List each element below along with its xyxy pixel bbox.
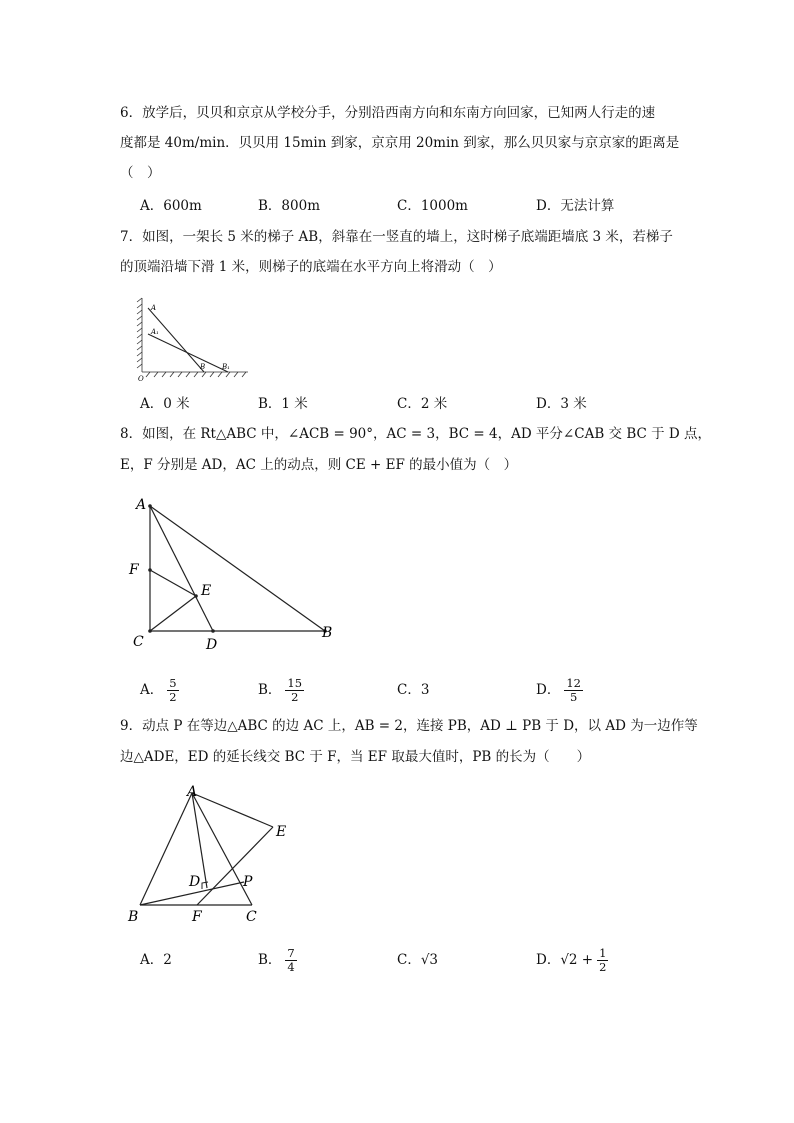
q8-label-c: C xyxy=(133,634,144,650)
q7-label-o: O xyxy=(138,375,144,383)
q6-option-a: A．600m xyxy=(140,198,202,214)
q9-stem-line1: 9．动点 P 在等边△ABC 的边 AC 上，AB = 2，连接 PB，AD ⊥ PB 于 D，以 AD 为一边作等 xyxy=(120,718,698,734)
q9-label-p: P xyxy=(243,874,253,890)
q7-option-c: C．2 米 xyxy=(397,396,448,412)
q7-ladder-a1b1 xyxy=(148,334,228,372)
q9-segment-ae xyxy=(192,793,273,827)
q7-stem-line1: 7．如图，一架长 5 米的梯子 AB，斜靠在一竖直的墙上，这时梯子底端距墙底 3 米，若梯子 xyxy=(120,229,673,245)
q7-ground-hatch xyxy=(142,372,248,377)
q8-label-f: F xyxy=(129,562,139,578)
q7-label-a: A xyxy=(151,304,157,312)
q8-label-a: A xyxy=(136,497,147,513)
q6-stem-line1: 6．放学后，贝贝和京京从学校分手，分别沿西南方向和东南方向回家，已知两人行走的速 xyxy=(120,105,656,121)
q7-label-b: B xyxy=(200,363,206,371)
q9-b-denominator: 4 xyxy=(287,960,295,974)
q7-wall-hatch xyxy=(137,298,142,372)
q9-segment-ef xyxy=(197,827,273,905)
q8-b-numerator: 15 xyxy=(287,676,303,690)
q8-label-e: E xyxy=(201,583,212,599)
q8-option-a: A． $\frac{5}{2}$ xyxy=(140,676,177,704)
q9-d-denominator: 2 xyxy=(599,960,607,974)
q9-label-b: B xyxy=(128,909,139,925)
q6-option-d: D．无法计算 xyxy=(536,198,615,214)
q6-stem-line3: （ ） xyxy=(120,165,161,181)
q9-option-a: A．2 xyxy=(140,952,172,968)
q7-label-b1: B₁ xyxy=(222,363,230,371)
q8-a-denominator: 2 xyxy=(169,690,177,704)
q8-segment-ab xyxy=(150,506,325,631)
q8-segment-ad xyxy=(150,506,213,631)
q9-option-b: B． $\frac{7}{4}$ xyxy=(258,946,295,974)
q6-stem-line2: 度都是 40m/min．贝贝用 15min 到家，京京用 20min 到家，那么贝贝家与京京家的距离是 xyxy=(120,135,680,151)
q8-label-d: D xyxy=(206,637,218,653)
q8-d-numerator: 12 xyxy=(566,676,581,690)
q9-label-d: D xyxy=(189,874,201,890)
q6-option-c: C．1000m xyxy=(397,198,468,214)
q9-d-numerator: 1 xyxy=(599,946,607,960)
q8-stem-line1: 8．如图，在 Rt△ABC 中，∠ACB = 90°，AC = 3，BC = 4，AD 平分∠CAB 交 BC 于 D 点， xyxy=(120,426,712,442)
q8-option-d: D． $\frac{12}{5}$ xyxy=(536,676,581,704)
q9-b-numerator: 7 xyxy=(287,946,295,960)
q8-option-c: C．3 xyxy=(397,682,430,698)
q8-segment-ce xyxy=(150,596,196,631)
q7-stem-line2: 的顶端沿墙下滑 1 米，则梯子的底端在水平方向上将滑动（ ） xyxy=(120,259,502,275)
q7-option-b: B．1 米 xyxy=(258,396,308,412)
q9-label-e: E xyxy=(276,824,287,840)
q7-option-d: D．3 米 xyxy=(536,396,587,412)
q8-option-b: B． $\frac{15}{2}$ xyxy=(258,676,303,704)
q8-d-denominator: 5 xyxy=(569,690,578,704)
q9-segment-ab xyxy=(140,793,192,905)
q7-option-a: A．0 米 xyxy=(140,396,190,412)
q6-option-b: B．800m xyxy=(258,198,320,214)
q7-ladder-figure xyxy=(130,290,260,385)
q8-label-b: B xyxy=(322,625,333,641)
q7-ladder-ab xyxy=(148,308,204,372)
q9-label-a: A xyxy=(187,784,198,800)
q9-label-f: F xyxy=(192,909,202,925)
q9-triangle-figure xyxy=(125,785,305,925)
q8-stem-line2: E，F 分别是 AD，AC 上的动点，则 CE + EF 的最小值为（ ） xyxy=(120,457,518,473)
q8-a-numerator: 5 xyxy=(169,676,177,690)
q8-triangle-figure xyxy=(125,492,345,657)
q9-option-d: D．√2 + $\frac{1}{2}$ xyxy=(536,946,607,974)
q9-stem-line2: 边△ADE，ED 的延长线交 BC 于 F，当 EF 取最大值时，PB 的长为（ ） xyxy=(120,749,591,765)
q7-label-a1: A₁ xyxy=(151,328,159,336)
q9-option-c: C．√3 xyxy=(397,952,439,968)
q8-b-denominator: 2 xyxy=(291,690,299,704)
q9-label-c: C xyxy=(246,909,257,925)
